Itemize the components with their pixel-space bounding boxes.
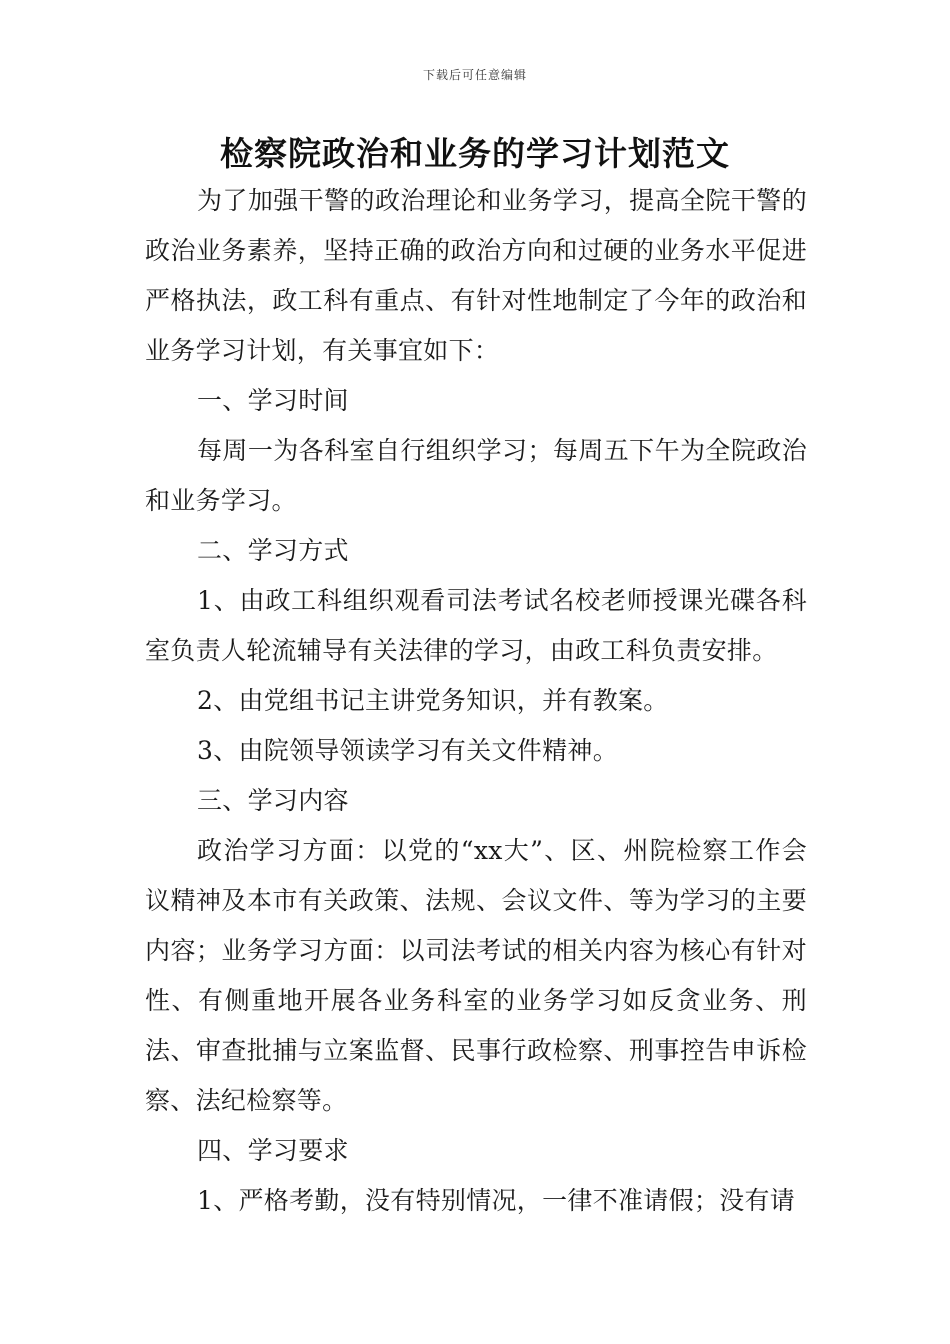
paragraph-method-2: 2、由党组书记主讲党务知识，并有教案。 bbox=[197, 686, 669, 715]
document-title: 检察院政治和业务的学习计划范文 bbox=[220, 134, 730, 173]
section-heading-requirements: 四、学习要求 bbox=[197, 1136, 349, 1165]
paragraph-intro: 为了加强干警的政治理论和业务学习，提高全院干警的政治业务素养，坚持正确的政治方向和过硬的业务水平促进严格执法，政工科有重点、有针对性地制定了今年的政治和业务学习计划，有关事宜如下： bbox=[145, 186, 807, 365]
paragraph-requirements-1: 1、严格考勤，没有特别情况，一律不准请假；没有请 bbox=[197, 1186, 796, 1215]
section-heading-method: 二、学习方式 bbox=[197, 536, 349, 565]
paragraph-time: 每周一为各科室自行组织学习；每周五下午为全院政治和业务学习。 bbox=[145, 436, 807, 515]
section-heading-time: 一、学习时间 bbox=[197, 386, 349, 415]
paragraph-method-3: 3、由院领导领读学习有关文件精神。 bbox=[197, 736, 619, 765]
document-body bbox=[145, 176, 807, 1226]
paragraph-method-1: 1、由政工科组织观看司法考试名校老师授课光碟各科室负责人轮流辅导有关法律的学习，由政工科负责安排。 bbox=[145, 586, 807, 665]
section-heading-content: 三、学习内容 bbox=[197, 786, 349, 815]
paragraph-content: 政治学习方面：以党的“xx大”、区、州院检察工作会议精神及本市有关政策、法规、会议文件、等为学习的主要内容；业务学习方面：以司法考试的相关内容为核心有针对性、有侧重地开展各业务科室的业务学习如反贪业务、刑法、审查批捕与立案监督、民事行政检察、刑事控告申诉检察、法纪检察等。 bbox=[145, 836, 807, 1115]
header-note: 下载后可任意编辑 bbox=[422, 68, 527, 82]
